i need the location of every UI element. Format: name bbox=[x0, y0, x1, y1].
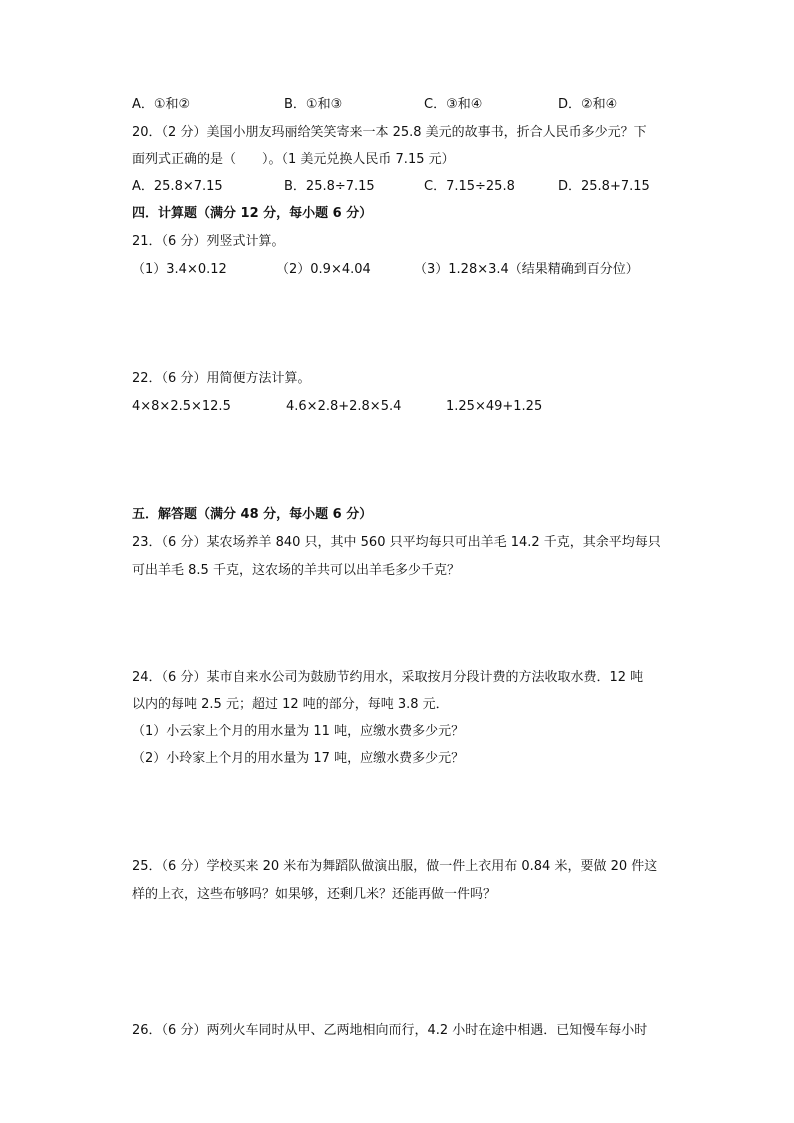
q20-text-line2: 面列式正确的是（ ）。（1 美元兑换人民币 7.15 元） bbox=[132, 152, 455, 167]
q19-option-b: B．①和③ bbox=[284, 97, 343, 112]
q20-option-a: A．25.8×7.15 bbox=[132, 179, 223, 194]
q20-option-d: D．25.8+7.15 bbox=[558, 179, 650, 194]
q21-text: 21．（6 分）列竖式计算。 bbox=[132, 234, 285, 249]
section-4-heading: 四．计算题（满分 12 分，每小题 6 分） bbox=[132, 206, 373, 221]
q26-text-line1: 26．（6 分）两列火车同时从甲、乙两地相向而行，4.2 小时在途中相遇．已知慢车每小时 bbox=[132, 1023, 648, 1038]
q22-item-2: 4.6×2.8+2.8×5.4 bbox=[286, 399, 402, 414]
q22-item-3: 1.25×49+1.25 bbox=[446, 399, 543, 414]
q24-sub-2: （2）小玲家上个月的用水量为 17 吨，应缴水费多少元？ bbox=[132, 751, 465, 766]
q19-option-d: D．②和④ bbox=[558, 97, 618, 112]
q24-text-line2: 以内的每吨 2.5 元；超过 12 吨的部分，每吨 3.8 元． bbox=[132, 697, 449, 712]
q21-item-2: （2）0.9×4.04 bbox=[276, 262, 371, 277]
q20-option-b: B．25.8÷7.15 bbox=[284, 179, 375, 194]
q22-text: 22．（6 分）用简便方法计算。 bbox=[132, 371, 311, 386]
q22-item-1: 4×8×2.5×12.5 bbox=[132, 399, 231, 414]
q20-option-c: C．7.15÷25.8 bbox=[424, 179, 515, 194]
q23-text-line1: 23．（6 分）某农场养羊 840 只，其中 560 只平均每只可出羊毛 14.2 千克，其余平均每只 bbox=[132, 535, 661, 550]
q20-text-line1: 20．（2 分）美国小朋友玛丽给笑笑寄来一本 25.8 美元的故事书，折合人民币多少元？下 bbox=[132, 125, 647, 140]
section-5-heading: 五．解答题（满分 48 分，每小题 6 分） bbox=[132, 507, 373, 522]
q25-text-line1: 25．（6 分）学校买来 20 米布为舞蹈队做演出服，做一件上衣用布 0.84 米，要做 20 件这 bbox=[132, 859, 658, 874]
q21-item-3: （3）1.28×3.4（结果精确到百分位） bbox=[414, 262, 639, 277]
q21-item-1: （1）3.4×0.12 bbox=[132, 262, 227, 277]
q19-option-c: C．③和④ bbox=[424, 97, 483, 112]
q23-text-line2: 可出羊毛 8.5 千克，这农场的羊共可以出羊毛多少千克？ bbox=[132, 563, 460, 578]
q24-text-line1: 24．（6 分）某市自来水公司为鼓励节约用水，采取按月分段计费的方法收取水费．12 吨 bbox=[132, 670, 644, 685]
q25-text-line2: 样的上衣，这些布够吗？如果够，还剩几米？还能再做一件吗？ bbox=[132, 887, 497, 902]
q19-option-a: A．①和② bbox=[132, 97, 191, 112]
q24-sub-1: （1）小云家上个月的用水量为 11 吨，应缴水费多少元？ bbox=[132, 724, 465, 739]
